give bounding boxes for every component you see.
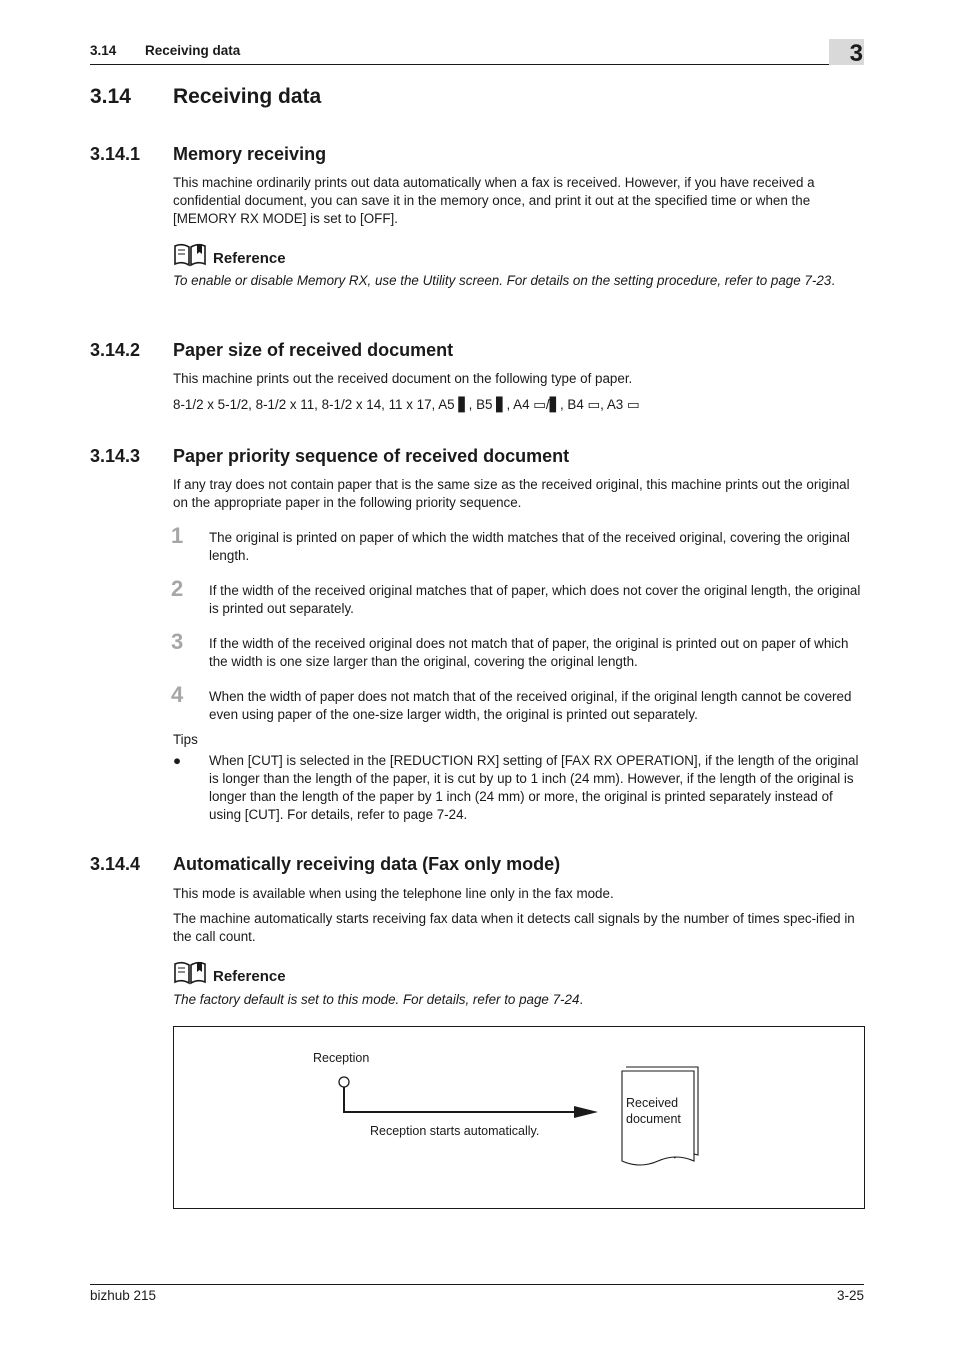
tip-text: When [CUT] is selected in the [REDUCTION RX] setting of [FAX RX OPERATION], if the length of the original is longer than the length of the paper, it is cut by up to 1 inch (24 mm). However, if the length of the original is longer than the length of the paper by 1 inch (24 mm) or more, the original is printed separately instead of using [CUT]. For details, refer to page 7-24.	[209, 753, 859, 822]
reference-block	[173, 248, 286, 266]
header-rule	[90, 64, 864, 65]
book-icon	[173, 960, 207, 986]
page-title-text: Receiving data	[173, 85, 322, 108]
step-text: When the width of paper does not match that of the received original, if the original length cannot be covered even using paper of the one-size larger width, the original is printed out separately.	[209, 689, 852, 722]
section-heading-paper-priority: 3.14.3 Paper priority sequence of received document	[90, 446, 570, 466]
start-circle-icon	[339, 1077, 349, 1087]
footer-rule	[90, 1284, 864, 1285]
bullet-icon: ●	[173, 753, 182, 768]
reception-diagram	[173, 1026, 865, 1209]
step-number: 1	[171, 523, 184, 548]
diagram-graphics	[174, 1027, 864, 1208]
step-number: 2	[171, 576, 184, 601]
page-title-number: 3.14	[90, 85, 131, 108]
reference-title: Reference	[213, 250, 286, 267]
flow-line	[344, 1087, 576, 1112]
step-number: 3	[171, 629, 184, 654]
reference-title: Reference	[213, 968, 286, 985]
paragraph: The machine automatically starts receiving fax data when it detects call signals by the number of times spec-ified in the call count.	[173, 911, 855, 944]
diagram-arrow-label: Reception starts automatically.	[370, 1124, 540, 1138]
paragraph: If any tray does not contain paper that is the same size as the received original, this machine prints out the original on the appropriate paper in the following priority sequence.	[173, 477, 850, 510]
section-heading-auto-receive: 3.14.4 Automatically receiving data (Fax only mode)	[90, 854, 561, 874]
section-heading-paper-size: 3.14.2 Paper size of received document	[90, 340, 454, 360]
tips-label: Tips	[173, 732, 198, 747]
book-icon	[173, 242, 207, 268]
footer-page-number: 3-25	[836, 1288, 864, 1303]
diagram-doc-label-2: document	[626, 1112, 681, 1126]
reference-block	[173, 966, 286, 984]
page-title	[90, 84, 321, 110]
step-text: If the width of the received original matches that of paper, which does not cover the original length, the original is printed out separately.	[209, 583, 861, 616]
paragraph: This machine prints out the received document on the following type of paper.	[173, 371, 633, 386]
paragraph: This machine ordinarily prints out data automatically when a fax is received. However, if you have received a confidential document, you can save it in the memory once, and print it out at the specified time or when the [MEMORY RX MODE] is set to [OFF].	[173, 175, 815, 226]
step-text: If the width of the received original does not match that of paper, the original is printed out on paper of which the width is one size larger than the original, covering the original length.	[209, 636, 849, 669]
step-number: 4	[171, 682, 184, 707]
reference-text: The factory default is set to this mode. For details, refer to page 7-24.	[173, 992, 584, 1007]
header-section-number: 3.14	[90, 43, 117, 58]
diagram-start-label: Reception	[313, 1051, 370, 1065]
footer-model: bizhub 215	[90, 1288, 157, 1303]
paragraph: This mode is available when using the telephone line only in the fax mode.	[173, 886, 614, 901]
chapter-badge: 3	[829, 39, 864, 65]
paper-size-list: 8-1/2 x 5-1/2, 8-1/2 x 11, 8-1/2 x 14, 11 x 17, A5 ▋, B5 ▋, A4 ▭/▋, B4 ▭, A3 ▭	[173, 397, 640, 412]
diagram-doc-label-1: Received	[626, 1096, 679, 1110]
section-heading-memory-receiving: 3.14.1 Memory receiving	[90, 144, 327, 164]
reference-text: To enable or disable Memory RX, use the Utility screen. For details on the setting procedure, refer to page 7-23.	[173, 273, 835, 288]
step-text: The original is printed on paper of which the width matches that of the received original, covering the original length.	[209, 530, 850, 563]
header-section-title: Receiving data	[145, 43, 241, 58]
arrow-head-icon	[574, 1106, 598, 1118]
running-header	[90, 42, 240, 60]
